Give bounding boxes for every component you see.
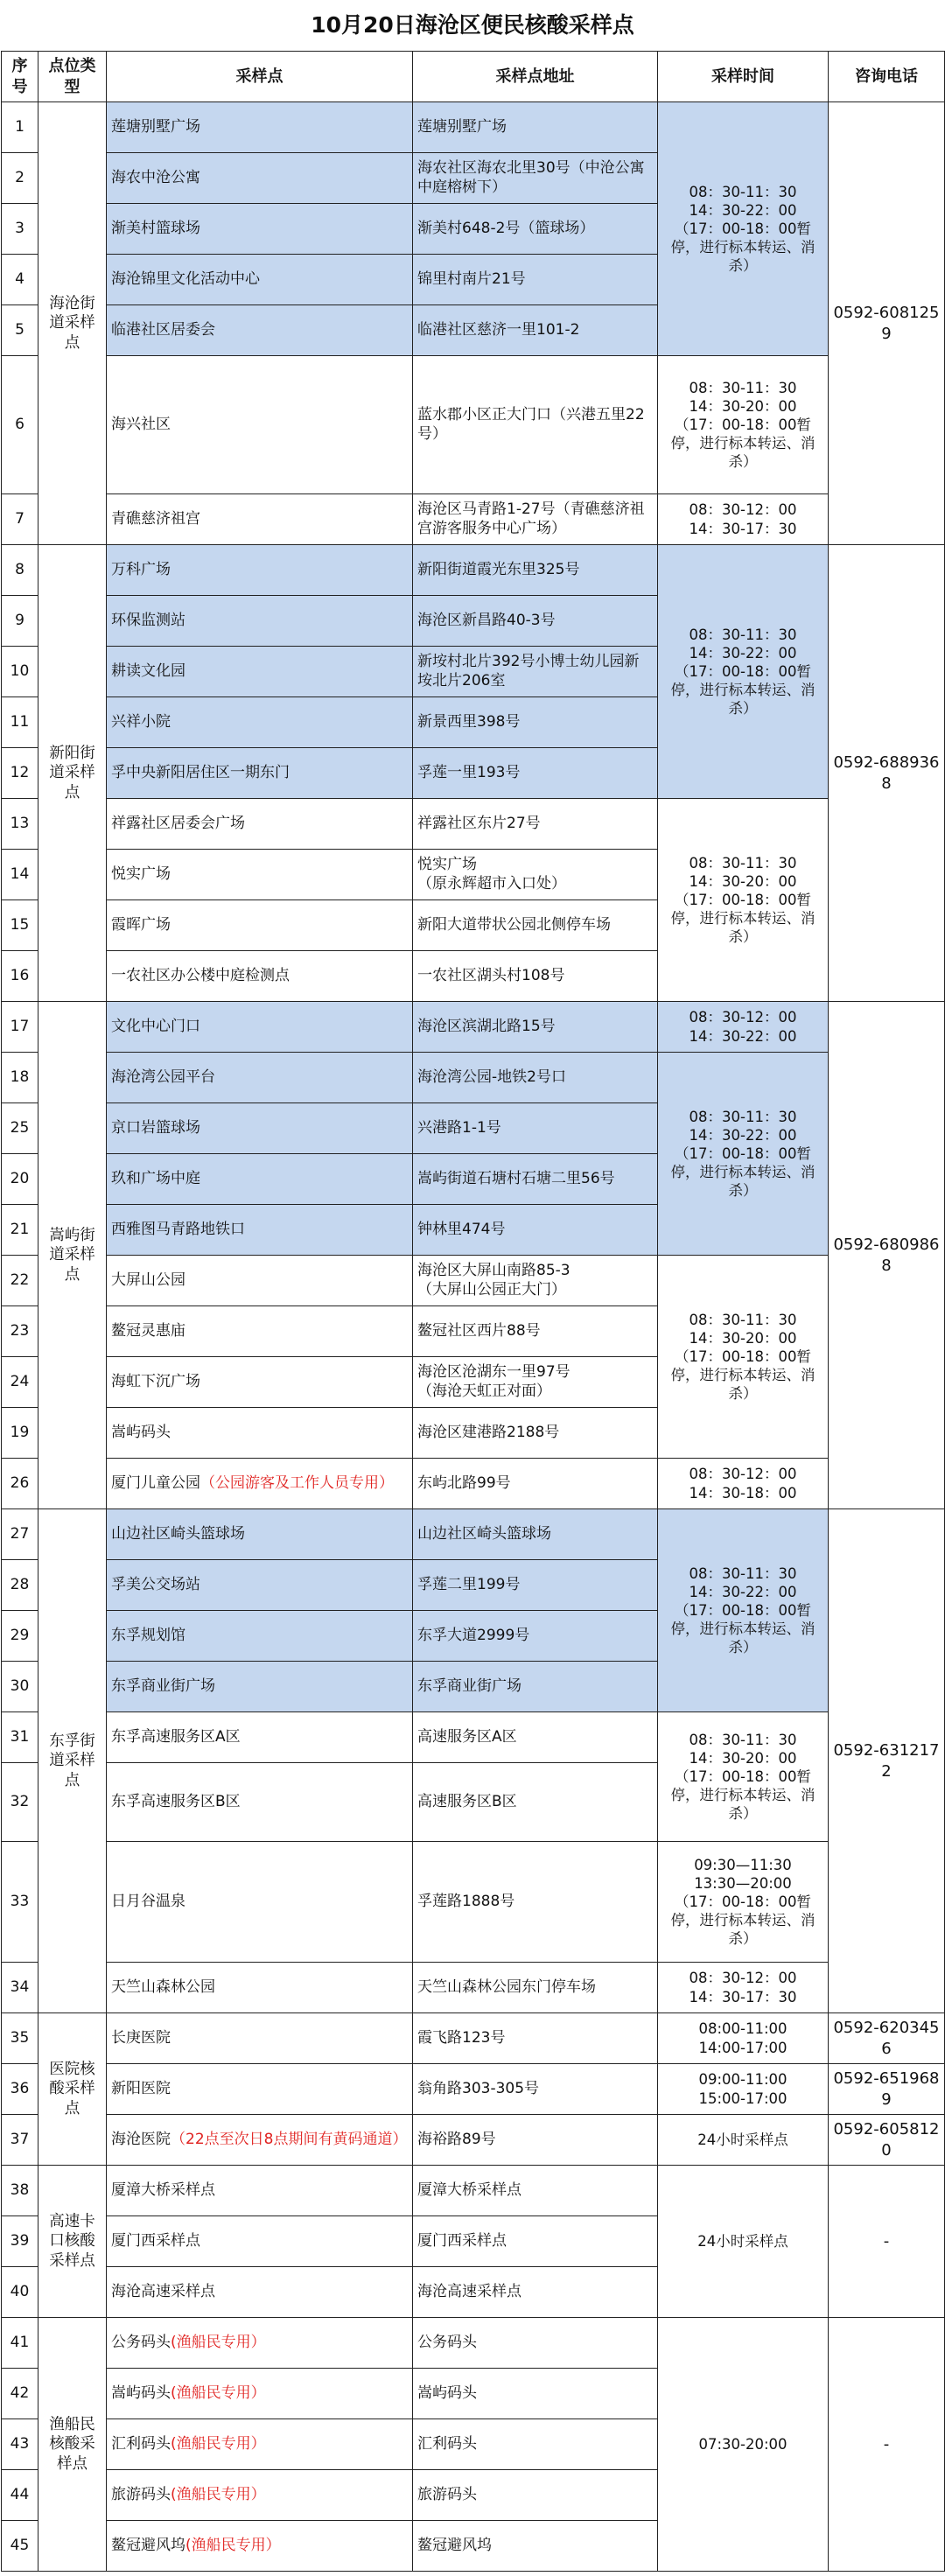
site-name-text: 东孚商业街广场 [111, 1676, 215, 1695]
row-number: 45 [2, 2521, 38, 2572]
row-number: 21 [2, 1205, 38, 1256]
site-name-text: 东孚高速服务区B区 [111, 1792, 241, 1810]
header-time: 采样时间 [658, 52, 829, 102]
sampling-time: 24小时采样点 [658, 2166, 829, 2318]
site-address: 嵩屿码头 [413, 2369, 658, 2419]
row-number: 19 [2, 1408, 38, 1459]
table-row [2, 2115, 945, 2166]
site-address: 兴港路1-1号 [413, 1103, 658, 1154]
site-name [107, 1205, 413, 1256]
site-name-text: 日月谷温泉 [111, 1892, 186, 1910]
table-row [2, 1509, 945, 1560]
site-name [107, 850, 413, 900]
row-number: 24 [2, 1357, 38, 1408]
row-number: 29 [2, 1611, 38, 1662]
site-name [107, 2216, 413, 2267]
site-address: 海沧区建港路2188号 [413, 1408, 658, 1459]
row-number: 42 [2, 2369, 38, 2419]
row-number: 40 [2, 2267, 38, 2318]
site-name [107, 1509, 413, 1560]
row-number: 41 [2, 2318, 38, 2369]
site-address: 一农社区湖头村108号 [413, 951, 658, 1002]
site-address: 孚莲路1888号 [413, 1842, 658, 1963]
site-name [107, 102, 413, 153]
site-address: 新阳街道霞光东里325号 [413, 545, 658, 596]
site-address: 厦漳大桥采样点 [413, 2166, 658, 2216]
site-category: 嵩屿街道采样点 [38, 1002, 107, 1509]
site-address: 高速服务区A区 [413, 1712, 658, 1763]
site-name [107, 1002, 413, 1053]
sampling-sites-table [1, 51, 945, 2572]
sampling-time: 24小时采样点 [658, 2115, 829, 2166]
site-address: 霞飞路123号 [413, 2013, 658, 2064]
site-name-text: 霞晖广场 [111, 915, 171, 934]
site-name-text: 孚中央新阳居住区一期东门 [111, 763, 290, 781]
site-name-text: 汇利码头 [111, 2434, 171, 2453]
site-address: 孚莲一里193号 [413, 748, 658, 799]
site-name [107, 305, 413, 356]
table-row [2, 1712, 945, 1763]
site-name-text: 大屏山公园 [111, 1270, 186, 1289]
site-address: 天竺山森林公园东门停车场 [413, 1963, 658, 2013]
site-name-text: 厦门西采样点 [111, 2231, 200, 2250]
site-name-text: 兴祥小院 [111, 712, 171, 731]
site-category: 医院核酸采样点 [38, 2013, 107, 2166]
site-name-text: 天竺山森林公园 [111, 1978, 215, 1996]
site-name [107, 951, 413, 1002]
row-number: 26 [2, 1459, 38, 1509]
header-no: 序号 [2, 52, 38, 102]
site-address: 孚莲二里199号 [413, 1560, 658, 1611]
site-address: 高速服务区B区 [413, 1763, 658, 1842]
table-row [2, 545, 945, 596]
row-number: 16 [2, 951, 38, 1002]
page-title: 10月20日海沧区便民核酸采样点 [311, 12, 634, 38]
row-number: 15 [2, 900, 38, 951]
row-number: 27 [2, 1509, 38, 1560]
row-number: 14 [2, 850, 38, 900]
site-name-text: 青礁慈济祖宫 [111, 509, 200, 528]
table-row [2, 2013, 945, 2064]
sampling-time: 08：30-11：30 14：30-20：00 （17：00-18：00暂停，进行标本转运、消杀） [658, 1712, 829, 1842]
site-name [107, 153, 413, 204]
site-address: 海沧区滨湖北路15号 [413, 1002, 658, 1053]
site-name [107, 1103, 413, 1154]
site-address: 海裕路89号 [413, 2115, 658, 2166]
table-row [2, 1256, 945, 1306]
sampling-time: 09:00-11:00 15:00-17:00 [658, 2064, 829, 2115]
consult-phone: 0592-6809868 [829, 1002, 945, 1509]
site-name [107, 2318, 413, 2369]
site-name-text: 海沧医院 [111, 2130, 171, 2148]
row-number: 39 [2, 2216, 38, 2267]
site-address: 新景西里398号 [413, 697, 658, 748]
row-number: 25 [2, 1103, 38, 1154]
site-name [107, 697, 413, 748]
row-number: 5 [2, 305, 38, 356]
site-address: 旅游码头 [413, 2470, 658, 2521]
site-name [107, 1842, 413, 1963]
site-address: 莲塘别墅广场 [413, 102, 658, 153]
site-address: 嵩屿街道石塘村石塘二里56号 [413, 1154, 658, 1205]
row-number: 37 [2, 2115, 38, 2166]
site-name [107, 2419, 413, 2470]
site-name-text: 京口岩篮球场 [111, 1118, 200, 1137]
sampling-time: 08：30-11：30 14：30-22：00 （17：00-18：00暂停，进行标本转运、消杀） [658, 102, 829, 356]
table-row [2, 1002, 945, 1053]
row-number: 28 [2, 1560, 38, 1611]
row-number: 13 [2, 799, 38, 850]
site-name [107, 1053, 413, 1103]
sampling-time: 08：30-11：30 14：30-22：00 （17：00-18：00暂停，进行标本转运、消杀） [658, 545, 829, 799]
site-name [107, 2267, 413, 2318]
site-name-text: 环保监测站 [111, 611, 186, 629]
site-address: 东孚大道2999号 [413, 1611, 658, 1662]
site-address: 山边社区崎头篮球场 [413, 1509, 658, 1560]
row-number: 44 [2, 2470, 38, 2521]
site-name-text: 旅游码头 [111, 2485, 171, 2503]
site-address: 钟林里474号 [413, 1205, 658, 1256]
table-row [2, 1459, 945, 1509]
consult-phone: 0592-6312172 [829, 1509, 945, 2013]
site-name-text: 文化中心门口 [111, 1017, 200, 1035]
row-number: 38 [2, 2166, 38, 2216]
site-category: 东孚街道采样点 [38, 1509, 107, 2013]
site-name-text: 海沧湾公园平台 [111, 1068, 215, 1086]
sampling-time: 08：30-11：30 14：30-20：00 （17：00-18：00暂停，进行标本转运、消杀） [658, 1256, 829, 1459]
row-number: 12 [2, 748, 38, 799]
site-name-text: 公务码头 [111, 2333, 171, 2351]
sampling-time: 08：30-11：30 14：30-22：00 （17：00-18：00暂停，进行标本转运、消杀） [658, 1509, 829, 1712]
site-address: 东屿北路99号 [413, 1459, 658, 1509]
site-name-text: 东孚规划馆 [111, 1626, 186, 1644]
site-name [107, 2470, 413, 2521]
site-name [107, 255, 413, 305]
site-name [107, 1306, 413, 1357]
site-address: 东孚商业街广场 [413, 1662, 658, 1712]
sampling-time: 08：30-12：00 14：30-17：30 [658, 494, 829, 545]
site-address: 鳌冠社区西片88号 [413, 1306, 658, 1357]
sampling-time: 08：30-11：30 14：30-22：00 （17：00-18：00暂停，进行标本转运、消杀） [658, 1053, 829, 1256]
site-name-text: 海虹下沉广场 [111, 1372, 200, 1390]
site-name-text: 鳌冠灵惠庙 [111, 1321, 186, 1340]
consult-phone: 0592-6889368 [829, 545, 945, 1002]
site-address: 海农社区海农北里30号（中沧公寓中庭榕树下） [413, 153, 658, 204]
site-name [107, 494, 413, 545]
site-address: 海沧高速采样点 [413, 2267, 658, 2318]
site-name [107, 1560, 413, 1611]
sampling-time: 08：30-12：00 14：30-17：30 [658, 1963, 829, 2013]
sampling-time: 08：30-12：00 14：30-22：00 [658, 1002, 829, 1053]
row-number: 34 [2, 1963, 38, 2013]
site-address: 渐美村648-2号（篮球场） [413, 204, 658, 255]
table-row [2, 2318, 945, 2369]
site-name [107, 2064, 413, 2115]
site-address: 海沧区沧湖东一里97号 （海沧天虹正对面） [413, 1357, 658, 1408]
site-name [107, 1357, 413, 1408]
site-note: (渔船民专用） [171, 2485, 266, 2503]
consult-phone: 0592-6519689 [829, 2064, 945, 2115]
site-name-text: 一农社区办公楼中庭检测点 [111, 966, 290, 984]
site-name [107, 596, 413, 647]
site-name-text: 山边社区崎头篮球场 [111, 1524, 245, 1543]
site-category: 渔船民核酸采样点 [38, 2318, 107, 2572]
site-category: 高速卡口核酸采样点 [38, 2166, 107, 2318]
site-address: 临港社区慈济一里101-2 [413, 305, 658, 356]
table-row [2, 1963, 945, 2013]
table-row [2, 494, 945, 545]
row-number: 22 [2, 1256, 38, 1306]
consult-phone: 0592-6058120 [829, 2115, 945, 2166]
table-row [2, 102, 945, 153]
sampling-time: 08:00-11:00 14:00-17:00 [658, 2013, 829, 2064]
site-name-text: 临港社区居委会 [111, 320, 215, 339]
row-number: 8 [2, 545, 38, 596]
row-number: 32 [2, 1763, 38, 1842]
table-row [2, 2064, 945, 2115]
site-name [107, 2166, 413, 2216]
site-name-text: 长庚医院 [111, 2028, 171, 2047]
table-row [2, 2166, 945, 2216]
consult-phone: - [829, 2318, 945, 2572]
site-note: (渔船民专用） [171, 2333, 266, 2351]
row-number: 1 [2, 102, 38, 153]
header-site: 采样点 [107, 52, 413, 102]
site-name [107, 1408, 413, 1459]
site-name-text: 孚美公交场站 [111, 1575, 200, 1593]
row-number: 30 [2, 1662, 38, 1712]
site-address: 厦门西采样点 [413, 2216, 658, 2267]
row-number: 20 [2, 1154, 38, 1205]
site-note: (渔船民专用） [171, 2384, 266, 2402]
site-name [107, 1459, 413, 1509]
site-address: 海沧区马青路1-27号（青礁慈济祖宫游客服务中心广场） [413, 494, 658, 545]
consult-phone: - [829, 2166, 945, 2318]
site-address: 海沧湾公园-地铁2号口 [413, 1053, 658, 1103]
table-row [2, 799, 945, 850]
site-name-text: 海沧高速采样点 [111, 2282, 215, 2300]
site-address: 海沧区新昌路40-3号 [413, 596, 658, 647]
site-note: (渔船民专用） [186, 2536, 281, 2554]
table-row [2, 1053, 945, 1103]
site-name-text: 祥露社区居委会广场 [111, 814, 245, 832]
site-name [107, 1963, 413, 2013]
site-name-text: 新阳医院 [111, 2079, 171, 2097]
sampling-time: 07:30-20:00 [658, 2318, 829, 2572]
site-name-text: 嵩屿码头 [111, 2384, 171, 2402]
site-name [107, 1154, 413, 1205]
site-name [107, 204, 413, 255]
site-address: 悦实广场 （原永辉超市入口处） [413, 850, 658, 900]
site-name [107, 2013, 413, 2064]
site-name-text: 厦门儿童公园 [111, 1474, 200, 1492]
site-note: （22点至次日8点期间有黄码通道） [171, 2130, 408, 2148]
site-address: 祥露社区东片27号 [413, 799, 658, 850]
site-name-text: 嵩屿码头 [111, 1423, 171, 1441]
header-phone: 咨询电话 [829, 52, 945, 102]
site-address: 鳌冠避风坞 [413, 2521, 658, 2572]
site-name [107, 2521, 413, 2572]
site-name [107, 2369, 413, 2419]
site-name-text: 海农中沧公寓 [111, 168, 200, 186]
site-name-text: 海沧锦里文化活动中心 [111, 270, 260, 288]
row-number: 3 [2, 204, 38, 255]
row-number: 36 [2, 2064, 38, 2115]
site-category: 新阳街道采样点 [38, 545, 107, 1002]
row-number: 7 [2, 494, 38, 545]
site-name [107, 545, 413, 596]
site-name [107, 748, 413, 799]
site-name-text: 鳌冠避风坞 [111, 2536, 186, 2554]
table-row [2, 356, 945, 494]
site-address: 海沧区大屏山南路85-3 （大屏山公园正大门） [413, 1256, 658, 1306]
site-name [107, 900, 413, 951]
site-address: 蓝水郡小区正大门口（兴港五里22号） [413, 356, 658, 494]
row-number: 31 [2, 1712, 38, 1763]
site-name-text: 玖和广场中庭 [111, 1169, 200, 1187]
site-name-text: 厦漳大桥采样点 [111, 2180, 215, 2199]
site-name-text: 海兴社区 [111, 415, 171, 433]
row-number: 6 [2, 356, 38, 494]
row-number: 18 [2, 1053, 38, 1103]
site-note: （公园游客及工作人员专用） [200, 1474, 394, 1492]
site-name-text: 悦实广场 [111, 864, 171, 883]
row-number: 10 [2, 647, 38, 697]
consult-phone: 0592-6203456 [829, 2013, 945, 2064]
row-number: 23 [2, 1306, 38, 1357]
site-name [107, 647, 413, 697]
sampling-time: 08：30-11：30 14：30-20：00 （17：00-18：00暂停，进行标本转运、消杀） [658, 799, 829, 1002]
site-name-text: 东孚高速服务区A区 [111, 1727, 241, 1746]
site-name [107, 356, 413, 494]
site-address: 新阳大道带状公园北侧停车场 [413, 900, 658, 951]
row-number: 17 [2, 1002, 38, 1053]
site-name [107, 1712, 413, 1763]
header-type: 点位类型 [38, 52, 107, 102]
header-address: 采样点地址 [413, 52, 658, 102]
row-number: 35 [2, 2013, 38, 2064]
site-name-text: 渐美村篮球场 [111, 219, 200, 237]
site-name [107, 2115, 413, 2166]
site-note: (渔船民专用） [171, 2434, 266, 2453]
site-name [107, 1611, 413, 1662]
row-number: 33 [2, 1842, 38, 1963]
site-name [107, 1763, 413, 1842]
site-name [107, 799, 413, 850]
row-number: 4 [2, 255, 38, 305]
site-name [107, 1662, 413, 1712]
row-number: 43 [2, 2419, 38, 2470]
site-name-text: 西雅图马青路地铁口 [111, 1220, 245, 1238]
sampling-time: 09:30—11:30 13:30—20:00 （17：00-18：00暂停，进行标本转运、消杀） [658, 1842, 829, 1963]
table-header-row [2, 52, 945, 102]
site-name [107, 1256, 413, 1306]
site-address: 锦里村南片21号 [413, 255, 658, 305]
row-number: 9 [2, 596, 38, 647]
site-name-text: 莲塘别墅广场 [111, 117, 200, 136]
site-name-text: 万科广场 [111, 560, 171, 578]
sampling-time: 08：30-12：00 14：30-18：00 [658, 1459, 829, 1509]
site-address: 汇利码头 [413, 2419, 658, 2470]
sampling-time: 08：30-11：30 14：30-20：00 （17：00-18：00暂停，进行标本转运、消杀） [658, 356, 829, 494]
site-category: 海沧街道采样点 [38, 102, 107, 545]
row-number: 11 [2, 697, 38, 748]
table-row [2, 1842, 945, 1963]
row-number: 2 [2, 153, 38, 204]
site-address: 翁角路303-305号 [413, 2064, 658, 2115]
site-name-text: 耕读文化园 [111, 662, 186, 680]
consult-phone: 0592-6081259 [829, 102, 945, 545]
site-address: 公务码头 [413, 2318, 658, 2369]
site-address: 新垵村北片392号小博士幼儿园新垵北片206室 [413, 647, 658, 697]
